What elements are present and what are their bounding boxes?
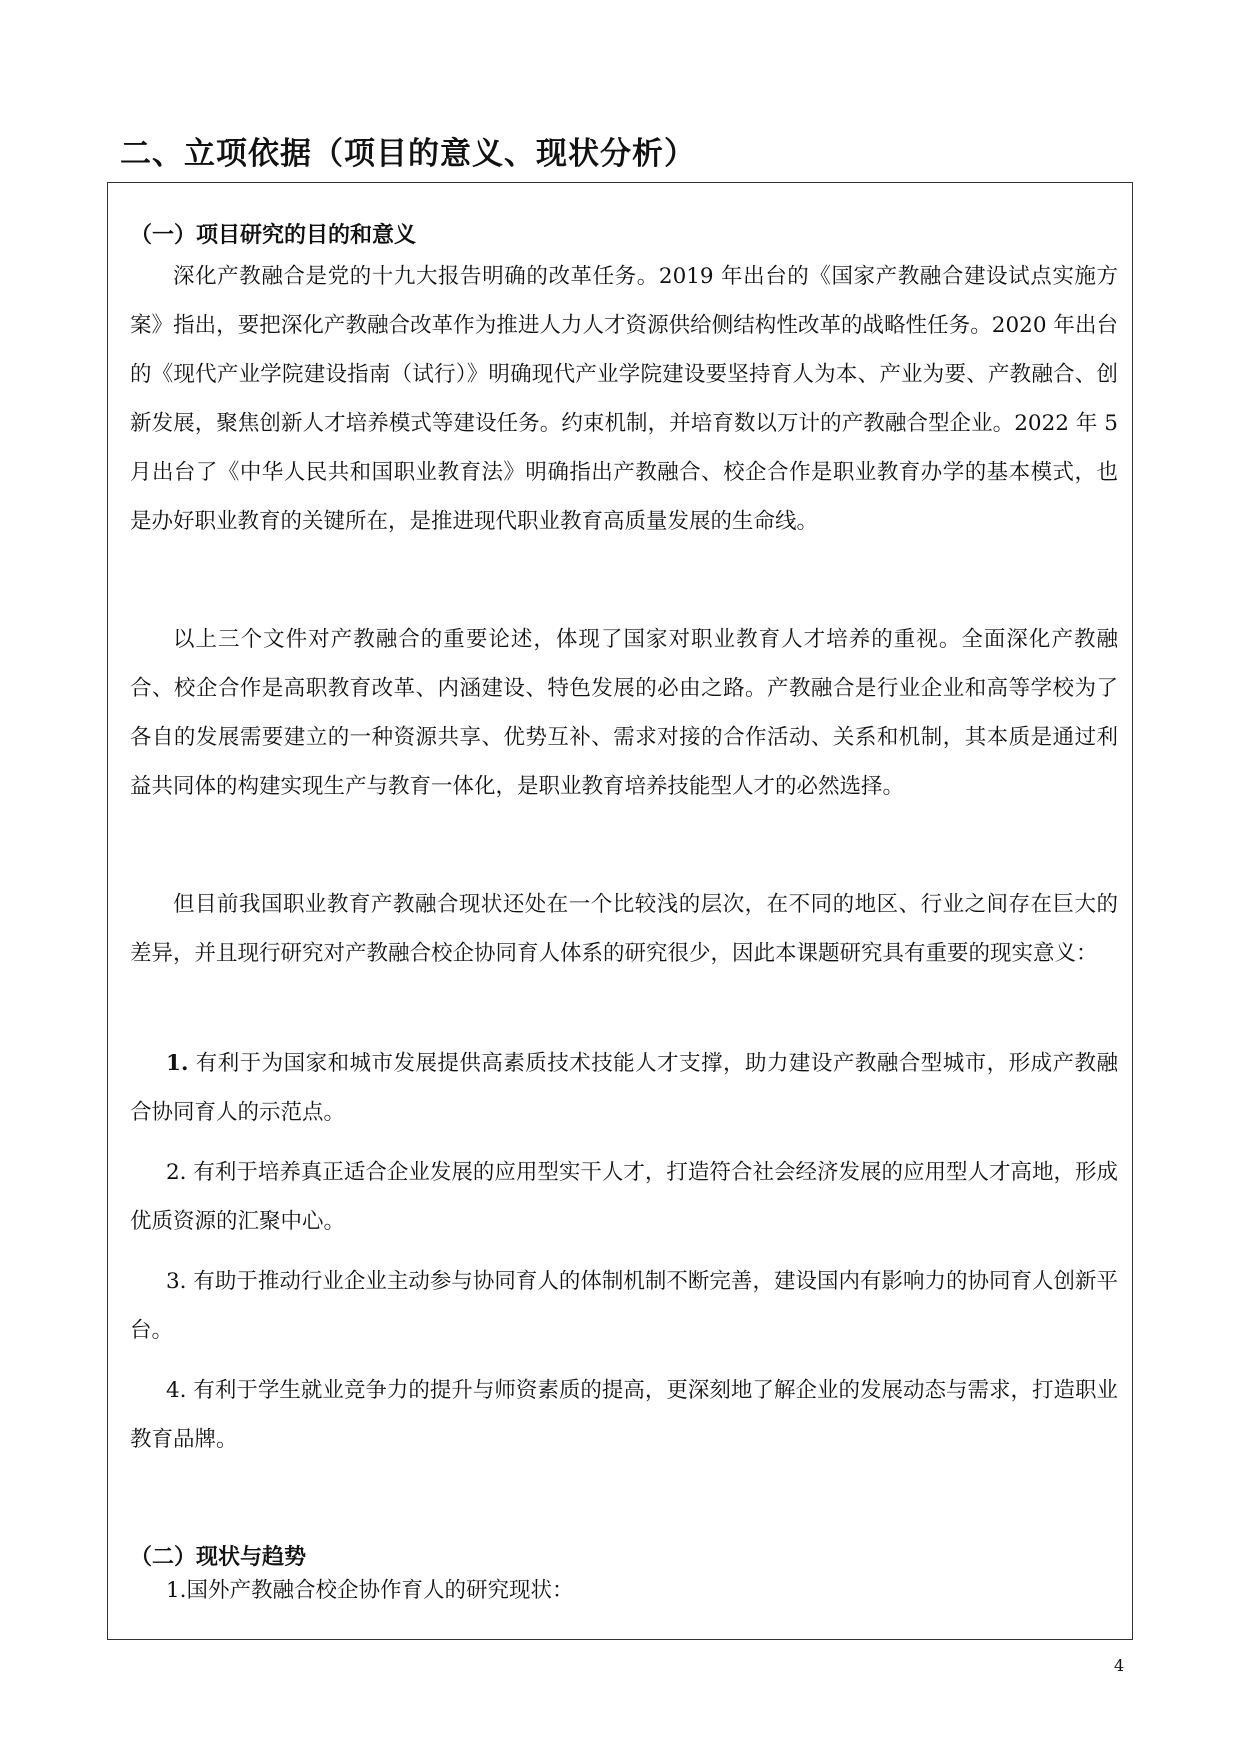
list-item <box>130 1039 1118 1137</box>
paragraph-current-situation: 但目前我国职业教育产教融合现状还处在一个比较浅的层次，在不同的地区、行业之间存在巨大的差异，并且现行研究对产教融合校企协同育人体系的研究很少，因此本课题研究具有重要的现实意义： <box>130 892 1118 966</box>
list-item <box>130 1148 1118 1246</box>
page-number: 4 <box>1114 1656 1125 1675</box>
list-item-text: 有利于为国家和城市发展提供高素质技术技能人才支撑，助力建设产教融合型城市，形成产教融合协同育人的示范点。 <box>130 1051 1118 1125</box>
section-heading-purpose: （一）项目研究的目的和意义 <box>130 223 417 248</box>
list-item-number: 2. <box>166 1160 187 1185</box>
list-item-number: 3. <box>166 1269 187 1294</box>
list-item-text: 有利于培养真正适合企业发展的应用型实干人才，打造符合社会经济发展的应用型人才高地，形成优质资源的汇聚中心。 <box>130 1160 1118 1234</box>
paragraph-policy-background: 深化产教融合是党的十九大报告明确的改革任务。2019 年出台的《国家产教融合建设试点实施方案》指出，要把深化产教融合改革作为推进人力人才资源供给侧结构性改革的战略性任务。2020 年出台的《现代产业学院建设指南（试行）》明确现代产业学院建设要坚持育人为本、产业为要、产教融合、创新发展，聚焦创新人才培养模式等建设任务。约束机制，并培育数以万计的产教融合型企业。2022 年 5 月出台了《中华人民共和国职业教育法》明确指出产教融合、校企合作是职业教育办学的基本模式，也是办好职业教育的关键所在，是推进现代职业教育高质量发展的生命线。 <box>130 264 1118 534</box>
list-item-text: 有助于推动行业企业主动参与协同育人的体制机制不断完善，建设国内有影响力的协同育人创新平台。 <box>130 1269 1118 1343</box>
page-heading: 二、立项依据（项目的意义、现状分析） <box>120 136 696 172</box>
section-heading-status: （二）现状与趋势 <box>130 1545 307 1570</box>
list-item-text: 有利于学生就业竞争力的提升与师资素质的提高，更深刻地了解企业的发展动态与需求，打造职业教育品牌。 <box>130 1378 1118 1452</box>
list-item-number: 4. <box>166 1378 187 1403</box>
status-line-foreign-research: 1.国外产教融合校企协作育人的研究现状： <box>166 1578 574 1603</box>
list-item <box>130 1366 1118 1464</box>
list-item-number: 1. <box>166 1051 189 1076</box>
paragraph-significance: 以上三个文件对产教融合的重要论述，体现了国家对职业教育人才培养的重视。全面深化产教融合、校企合作是高职教育改革、内涵建设、特色发展的必由之路。产教融合是行业企业和高等学校为了各自的发展需要建立的一种资源共享、优势互补、需求对接的合作活动、关系和机制，其本质是通过利益共同体的构建实现生产与教育一体化，是职业教育培养技能型人才的必然选择。 <box>130 627 1118 799</box>
list-item <box>130 1257 1118 1355</box>
